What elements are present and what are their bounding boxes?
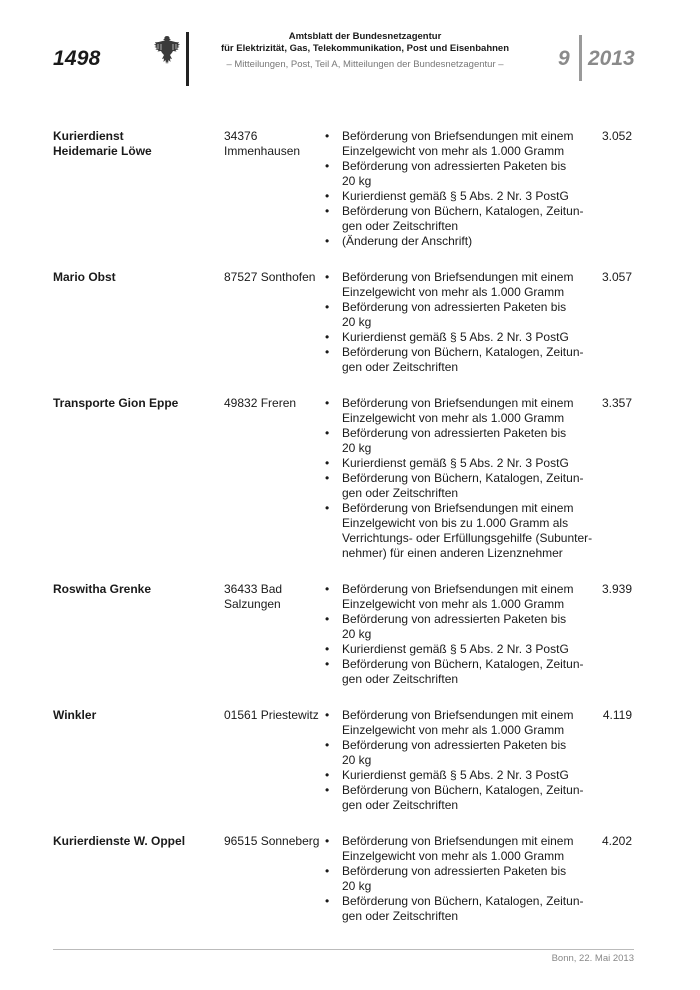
service-text-line: Beförderung von adressierten Paketen bis xyxy=(342,738,567,752)
licensee-location xyxy=(224,708,324,723)
license-number: 4.202 xyxy=(601,834,632,848)
service-text-line: Beförderung von Büchern, Katalogen, Zeitun- xyxy=(342,471,584,485)
licensee-location xyxy=(224,396,324,411)
service-text-line: Einzelgewicht von mehr als 1.000 Gramm xyxy=(342,285,565,299)
service-text-line: gen oder Zeitschriften xyxy=(342,360,459,374)
licensee-entry xyxy=(53,708,633,813)
licensee-name xyxy=(53,708,218,723)
service-text-line: Beförderung von adressierten Paketen bis xyxy=(342,426,567,440)
service-text-line: (Änderung der Anschrift) xyxy=(342,234,473,248)
licensee-name xyxy=(53,834,218,849)
header-title-line1: Amtsblatt der Bundesnetzagentur xyxy=(288,31,442,42)
page-header xyxy=(0,0,700,110)
service-text-line: gen oder Zeitschriften xyxy=(342,219,459,233)
licensee-location-line: 96515 Sonneberg xyxy=(224,834,320,848)
bullet-icon: • xyxy=(325,834,330,848)
licensee-location-line: Immenhausen xyxy=(224,144,301,158)
licensee-entry xyxy=(53,270,633,375)
service-list xyxy=(325,582,595,687)
service-item xyxy=(325,768,595,783)
licensee-name xyxy=(53,582,218,597)
service-text-line: 20 kg xyxy=(342,753,372,767)
service-item xyxy=(325,582,595,612)
service-item xyxy=(325,129,595,159)
licensee-name-line: Kurierdienste W. Oppel xyxy=(53,834,186,848)
bullet-icon: • xyxy=(325,456,330,470)
service-item xyxy=(325,471,595,501)
service-text-line: Beförderung von Briefsendungen mit einem xyxy=(342,129,574,143)
service-item xyxy=(325,783,595,813)
service-text-line: gen oder Zeitschriften xyxy=(342,909,459,923)
service-item xyxy=(325,612,595,642)
service-item xyxy=(325,834,595,864)
bullet-icon: • xyxy=(325,612,330,626)
licensee-name xyxy=(53,270,218,285)
licensee-entry xyxy=(53,129,633,249)
page-number: 1498 xyxy=(53,47,101,70)
service-text-line: Beförderung von Büchern, Katalogen, Zeitun- xyxy=(342,783,584,797)
bullet-icon: • xyxy=(325,582,330,596)
service-text-line: gen oder Zeitschriften xyxy=(342,798,459,812)
service-text-line: Beförderung von adressierten Paketen bis xyxy=(342,300,567,314)
service-text-line: Kurierdienst gemäß § 5 Abs. 2 Nr. 3 PostG xyxy=(342,330,569,344)
service-text-line: Beförderung von adressierten Paketen bis xyxy=(342,612,567,626)
service-text-line: 20 kg xyxy=(342,315,372,329)
service-text-line: Beförderung von Briefsendungen mit einem xyxy=(342,834,574,848)
bullet-icon: • xyxy=(325,501,330,515)
footer-divider xyxy=(53,949,634,950)
licensee-location-line: 87527 Sonthofen xyxy=(224,270,316,284)
service-text-line: Beförderung von adressierten Paketen bis xyxy=(342,159,567,173)
header-divider xyxy=(186,32,189,86)
bullet-icon: • xyxy=(325,864,330,878)
service-item xyxy=(325,642,595,657)
service-text-line: 20 kg xyxy=(342,879,372,893)
service-list xyxy=(325,708,595,813)
license-number: 3.357 xyxy=(601,396,632,410)
bullet-icon: • xyxy=(325,783,330,797)
service-text-line: Beförderung von Büchern, Katalogen, Zeitun- xyxy=(342,345,584,359)
service-text-line: Kurierdienst gemäß § 5 Abs. 2 Nr. 3 PostG xyxy=(342,642,569,656)
service-text-line: Verrichtungs- oder Erfüllungsgehilfe (Subunter- xyxy=(342,531,593,545)
licensee-location-line: 01561 Priestewitz xyxy=(224,708,319,722)
service-text-line: Beförderung von Briefsendungen mit einem xyxy=(342,582,574,596)
service-text-line: Beförderung von Briefsendungen mit einem xyxy=(342,501,574,515)
licensee-name-line: Kurierdienst xyxy=(53,129,124,143)
licensee-entry xyxy=(53,396,633,561)
licensee-name-line: Transporte Gion Eppe xyxy=(53,396,179,410)
service-text-line: Beförderung von adressierten Paketen bis xyxy=(342,864,567,878)
licensee-name-line: Winkler xyxy=(53,708,97,722)
service-item xyxy=(325,894,595,924)
licensee-entry xyxy=(53,582,633,687)
service-list xyxy=(325,396,595,561)
service-item xyxy=(325,270,595,300)
bullet-icon: • xyxy=(325,396,330,410)
service-item xyxy=(325,204,595,234)
service-text-line: 20 kg xyxy=(342,174,372,188)
bullet-icon: • xyxy=(325,471,330,485)
licensee-location xyxy=(224,270,324,285)
issue-year: 2013 xyxy=(588,47,635,70)
service-text-line: Beförderung von Briefsendungen mit einem xyxy=(342,396,574,410)
licensee-name xyxy=(53,396,218,411)
bullet-icon: • xyxy=(325,189,330,203)
service-item xyxy=(325,234,595,249)
license-number: 4.119 xyxy=(602,708,632,722)
bullet-icon: • xyxy=(325,129,330,143)
service-item xyxy=(325,426,595,456)
license-number: 3.939 xyxy=(601,582,632,596)
bullet-icon: • xyxy=(325,657,330,671)
service-item xyxy=(325,456,595,471)
service-text-line: Beförderung von Briefsendungen mit einem xyxy=(342,270,574,284)
bullet-icon: • xyxy=(325,708,330,722)
licensee-entry xyxy=(53,834,633,924)
federal-eagle-icon xyxy=(152,34,182,66)
service-text-line: gen oder Zeitschriften xyxy=(342,672,459,686)
license-number: 3.057 xyxy=(601,270,632,284)
bullet-icon: • xyxy=(325,159,330,173)
service-list xyxy=(325,129,595,249)
licensee-name xyxy=(53,129,218,159)
service-item xyxy=(325,708,595,738)
service-text-line: Einzelgewicht von mehr als 1.000 Gramm xyxy=(342,723,565,737)
service-list xyxy=(325,270,595,375)
service-text-line: Kurierdienst gemäß § 5 Abs. 2 Nr. 3 PostG xyxy=(342,456,569,470)
licensee-location-line: 36433 Bad xyxy=(224,582,283,596)
service-text-line: Einzelgewicht von mehr als 1.000 Gramm xyxy=(342,144,565,158)
service-text-line: Beförderung von Büchern, Katalogen, Zeitun- xyxy=(342,204,584,218)
header-title-line2: für Elektrizität, Gas, Telekommunikation, Post und Eisenbahnen xyxy=(220,43,510,54)
service-item xyxy=(325,738,595,768)
bullet-icon: • xyxy=(325,204,330,218)
service-item xyxy=(325,501,595,561)
service-item xyxy=(325,345,595,375)
bullet-icon: • xyxy=(325,894,330,908)
bullet-icon: • xyxy=(325,768,330,782)
service-text-line: Einzelgewicht von mehr als 1.000 Gramm xyxy=(342,411,565,425)
service-item xyxy=(325,864,595,894)
bullet-icon: • xyxy=(325,330,330,344)
service-item xyxy=(325,159,595,189)
license-number: 3.052 xyxy=(601,129,632,143)
service-text-line: Beförderung von Büchern, Katalogen, Zeitun- xyxy=(342,657,584,671)
service-text-line: Beförderung von Büchern, Katalogen, Zeitun- xyxy=(342,894,584,908)
service-text-line: 20 kg xyxy=(342,627,372,641)
bullet-icon: • xyxy=(325,642,330,656)
service-list xyxy=(325,834,595,924)
licensee-location xyxy=(224,582,324,612)
issue-divider xyxy=(579,35,582,81)
licensee-location-line: 49832 Freren xyxy=(224,396,297,410)
licensee-list xyxy=(53,129,633,945)
bullet-icon: • xyxy=(325,300,330,314)
issue-number: 9 xyxy=(558,47,570,70)
service-item xyxy=(325,396,595,426)
service-text-line: Beförderung von Briefsendungen mit einem xyxy=(342,708,574,722)
service-text-line: Einzelgewicht von mehr als 1.000 Gramm xyxy=(342,597,565,611)
service-item xyxy=(325,189,595,204)
service-item xyxy=(325,330,595,345)
licensee-location-line: Salzungen xyxy=(224,597,281,611)
licensee-name-line: Heidemarie Löwe xyxy=(53,144,152,158)
licensee-name-line: Roswitha Grenke xyxy=(53,582,152,596)
bullet-icon: • xyxy=(325,426,330,440)
service-item xyxy=(325,300,595,330)
licensee-name-line: Mario Obst xyxy=(53,270,116,284)
service-item xyxy=(325,657,595,687)
header-title-block xyxy=(200,31,530,71)
bullet-icon: • xyxy=(325,345,330,359)
service-text-line: nehmer) für einen anderen Lizenznehmer xyxy=(342,546,563,560)
licensee-location xyxy=(224,129,324,159)
service-text-line: Kurierdienst gemäß § 5 Abs. 2 Nr. 3 PostG xyxy=(342,189,569,203)
bullet-icon: • xyxy=(325,270,330,284)
service-text-line: Einzelgewicht von bis zu 1.000 Gramm als xyxy=(342,516,569,530)
service-text-line: gen oder Zeitschriften xyxy=(342,486,459,500)
footer-place-date: Bonn, 22. Mai 2013 xyxy=(551,953,634,964)
service-text-line: Kurierdienst gemäß § 5 Abs. 2 Nr. 3 PostG xyxy=(342,768,569,782)
licensee-location xyxy=(224,834,324,849)
bullet-icon: • xyxy=(325,234,330,248)
licensee-location-line: 34376 xyxy=(224,129,258,143)
bullet-icon: • xyxy=(325,738,330,752)
header-subtitle: – Mitteilungen, Post, Teil A, Mitteilungen der Bundesnetzagentur – xyxy=(226,59,504,70)
service-text-line: Einzelgewicht von mehr als 1.000 Gramm xyxy=(342,849,565,863)
service-text-line: 20 kg xyxy=(342,441,372,455)
